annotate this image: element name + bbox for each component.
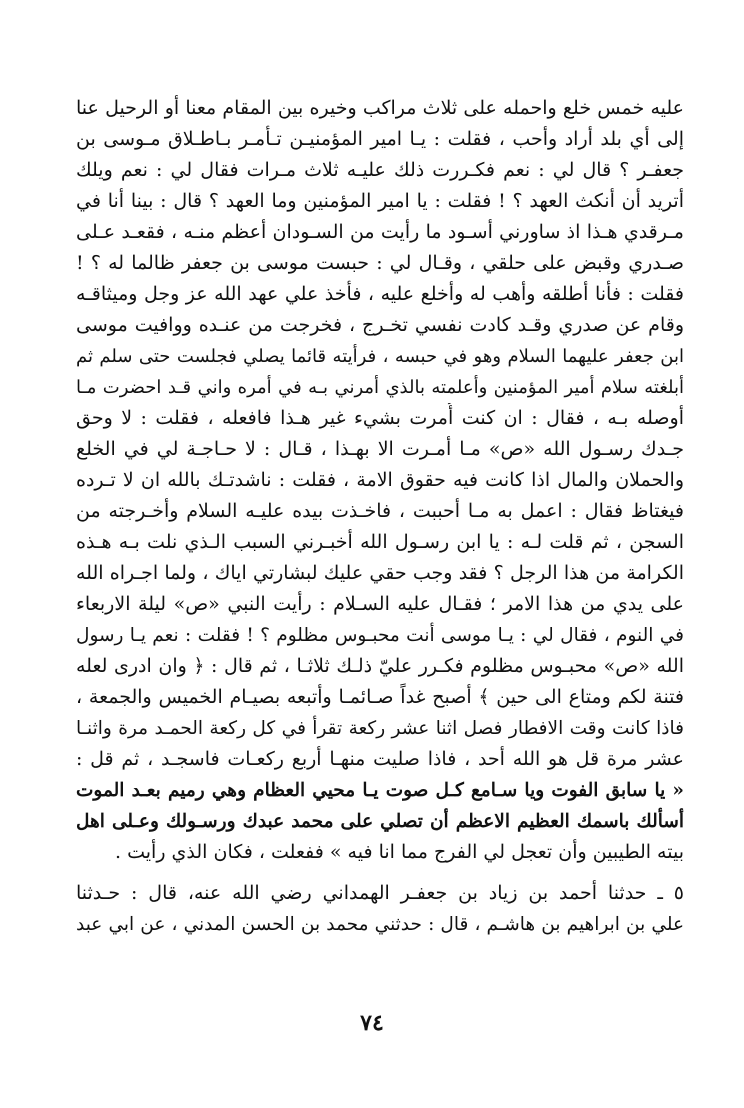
paragraph-1 xyxy=(76,93,684,868)
text-line: السجن ، ثم قلت لـه : يا ابن رسـول الله أخبـرني السبب الـذي نلت بـه هـذه xyxy=(76,531,684,553)
text-line: إلى أي بلد أراد وأحب ، فقلت : يـا امير المؤمنيـن تـأمـر بـاطـلاق مـوسى بن xyxy=(76,128,684,150)
text-line: أسألك باسمك العظيم الاعظم أن تصلي على محمد عبدك ورسـولك وعـلى اهل xyxy=(76,811,684,832)
text-line: وقام عن صدري وقـد كادت نفسي تخـرج ، فخرجت من عنـده ووافيت موسى xyxy=(76,314,684,336)
text-line: أبلغته سلام أمير المؤمنين وأعلمته بالذي أمرني بـه في أمره واني قـد احضرت مـا xyxy=(76,377,684,398)
text-line: مـرقدي هـذا اذ ساورني أسـود ما رأيت من السـودان أعظم منـه ، فقعـد عـلى xyxy=(76,221,684,243)
paragraph-2 xyxy=(76,878,684,940)
text-line: الكرامة من هذا الرجل ؟ فقد وجب حقي عليك لبشارتي اياك ، ولما اجـراه الله xyxy=(76,562,684,584)
text-line: فقلت : فأنا أطلقه وأهب له وأخلع عليه ، فأخذ علي عهد الله عز وجل وميثاقـه xyxy=(76,283,684,305)
text-line: أوصله بـه ، فقال : ان كنت أُمرت بشيء غير هـذا فافعله ، فقلت : لا وحق xyxy=(76,407,684,429)
page-number: ٧٤ xyxy=(360,1010,384,1036)
text-line: فاذا كانت وقت الافطار فصل اثنا عشر ركعة تقرأ في كل ركعة الحمـد مرة واثنـا xyxy=(76,718,684,739)
body-text xyxy=(76,93,684,940)
text-line: عليه خمس خلع واحمله على ثلاث مراكب وخيره بين المقام معنا أو الرحيل عنا xyxy=(76,97,684,119)
text-line: فيغتاظ فقال : اعمل به مـا أحببت ، فاخـذت بيده عليـه السلام وأخـرجته من xyxy=(76,500,684,522)
paragraph-gap xyxy=(76,868,684,878)
text-line: بيته الطيبين وأن تعجل لي الفرج مما انا فيه » ففعلت ، فكان الذي رأيت . xyxy=(115,841,684,863)
text-line: والحملان والمال اذا كانت فيه حقوق الامة ، فقلت : ناشدتـك بالله ان لا تـرده xyxy=(76,469,684,491)
text-line: ابن جعفر عليهما السلام وهو في حبسه ، فرأيته قائما يصلي فجلست حتى سلم ثم xyxy=(76,346,684,367)
text-line: « يا سابق الفوت ويا سـامع كـل صوت يـا محيي العظام وهي رميم بعـد الموت xyxy=(76,780,684,801)
text-line: في النوم ، فقال لي : يـا موسى أنت محبـوس مظلوم ؟ ! فقلت : نعم يـا رسول xyxy=(76,625,684,646)
text-line: فتنة لكم ومتاع الى حين ﴾ أصبح غداً صـائمـا وأتبعه بصيـام الخميس والجمعة ، xyxy=(76,686,684,708)
text-line: علي بن ابراهيم بن هاشـم ، قال : حدثني محمد بن الحسن المدني ، عن ابي عبد xyxy=(76,914,684,935)
text-line: ٥ ـ حدثنا أحمد بن زياد بن جعفـر الهمداني رضي الله عنه، قال : حـدثنا xyxy=(76,882,684,904)
text-line: صـدري وقبض على حلقي ، وقـال لي : حبست موسى بن جعفر ظالما له ؟ ! xyxy=(76,252,684,274)
text-line: عشر مرة قل هو الله أحد ، فاذا صليت منهـا أربع ركعـات فاسجـد ، ثم قل : xyxy=(76,748,684,770)
text-line: الله «ص» محبـوس مظلوم فكـرر عليّ ذلـك ثلاثـا ، ثم قال : ﴿ وان ادرى لعله xyxy=(76,655,684,677)
text-line: أتريد أن أنكث العهد ؟ ! فقلت : يا امير المؤمنين وما العهد ؟ قال : بينا أنا في xyxy=(76,190,684,212)
text-line: جـدك رسـول الله «ص» مـا أمـرت الا بهـذا ، قـال : لا حـاجـة لي في الخلع xyxy=(76,438,684,460)
text-line: على يدي من هذا الامر ؛ فقـال عليه السـلام : رأيت النبي «ص» ليلة الاربعاء xyxy=(76,593,684,615)
text-line: جعفـر ؟ قال لي : نعم فكـررت ذلك عليـه ثلاث مـرات فقال لي : نعم ويلك xyxy=(76,159,684,181)
